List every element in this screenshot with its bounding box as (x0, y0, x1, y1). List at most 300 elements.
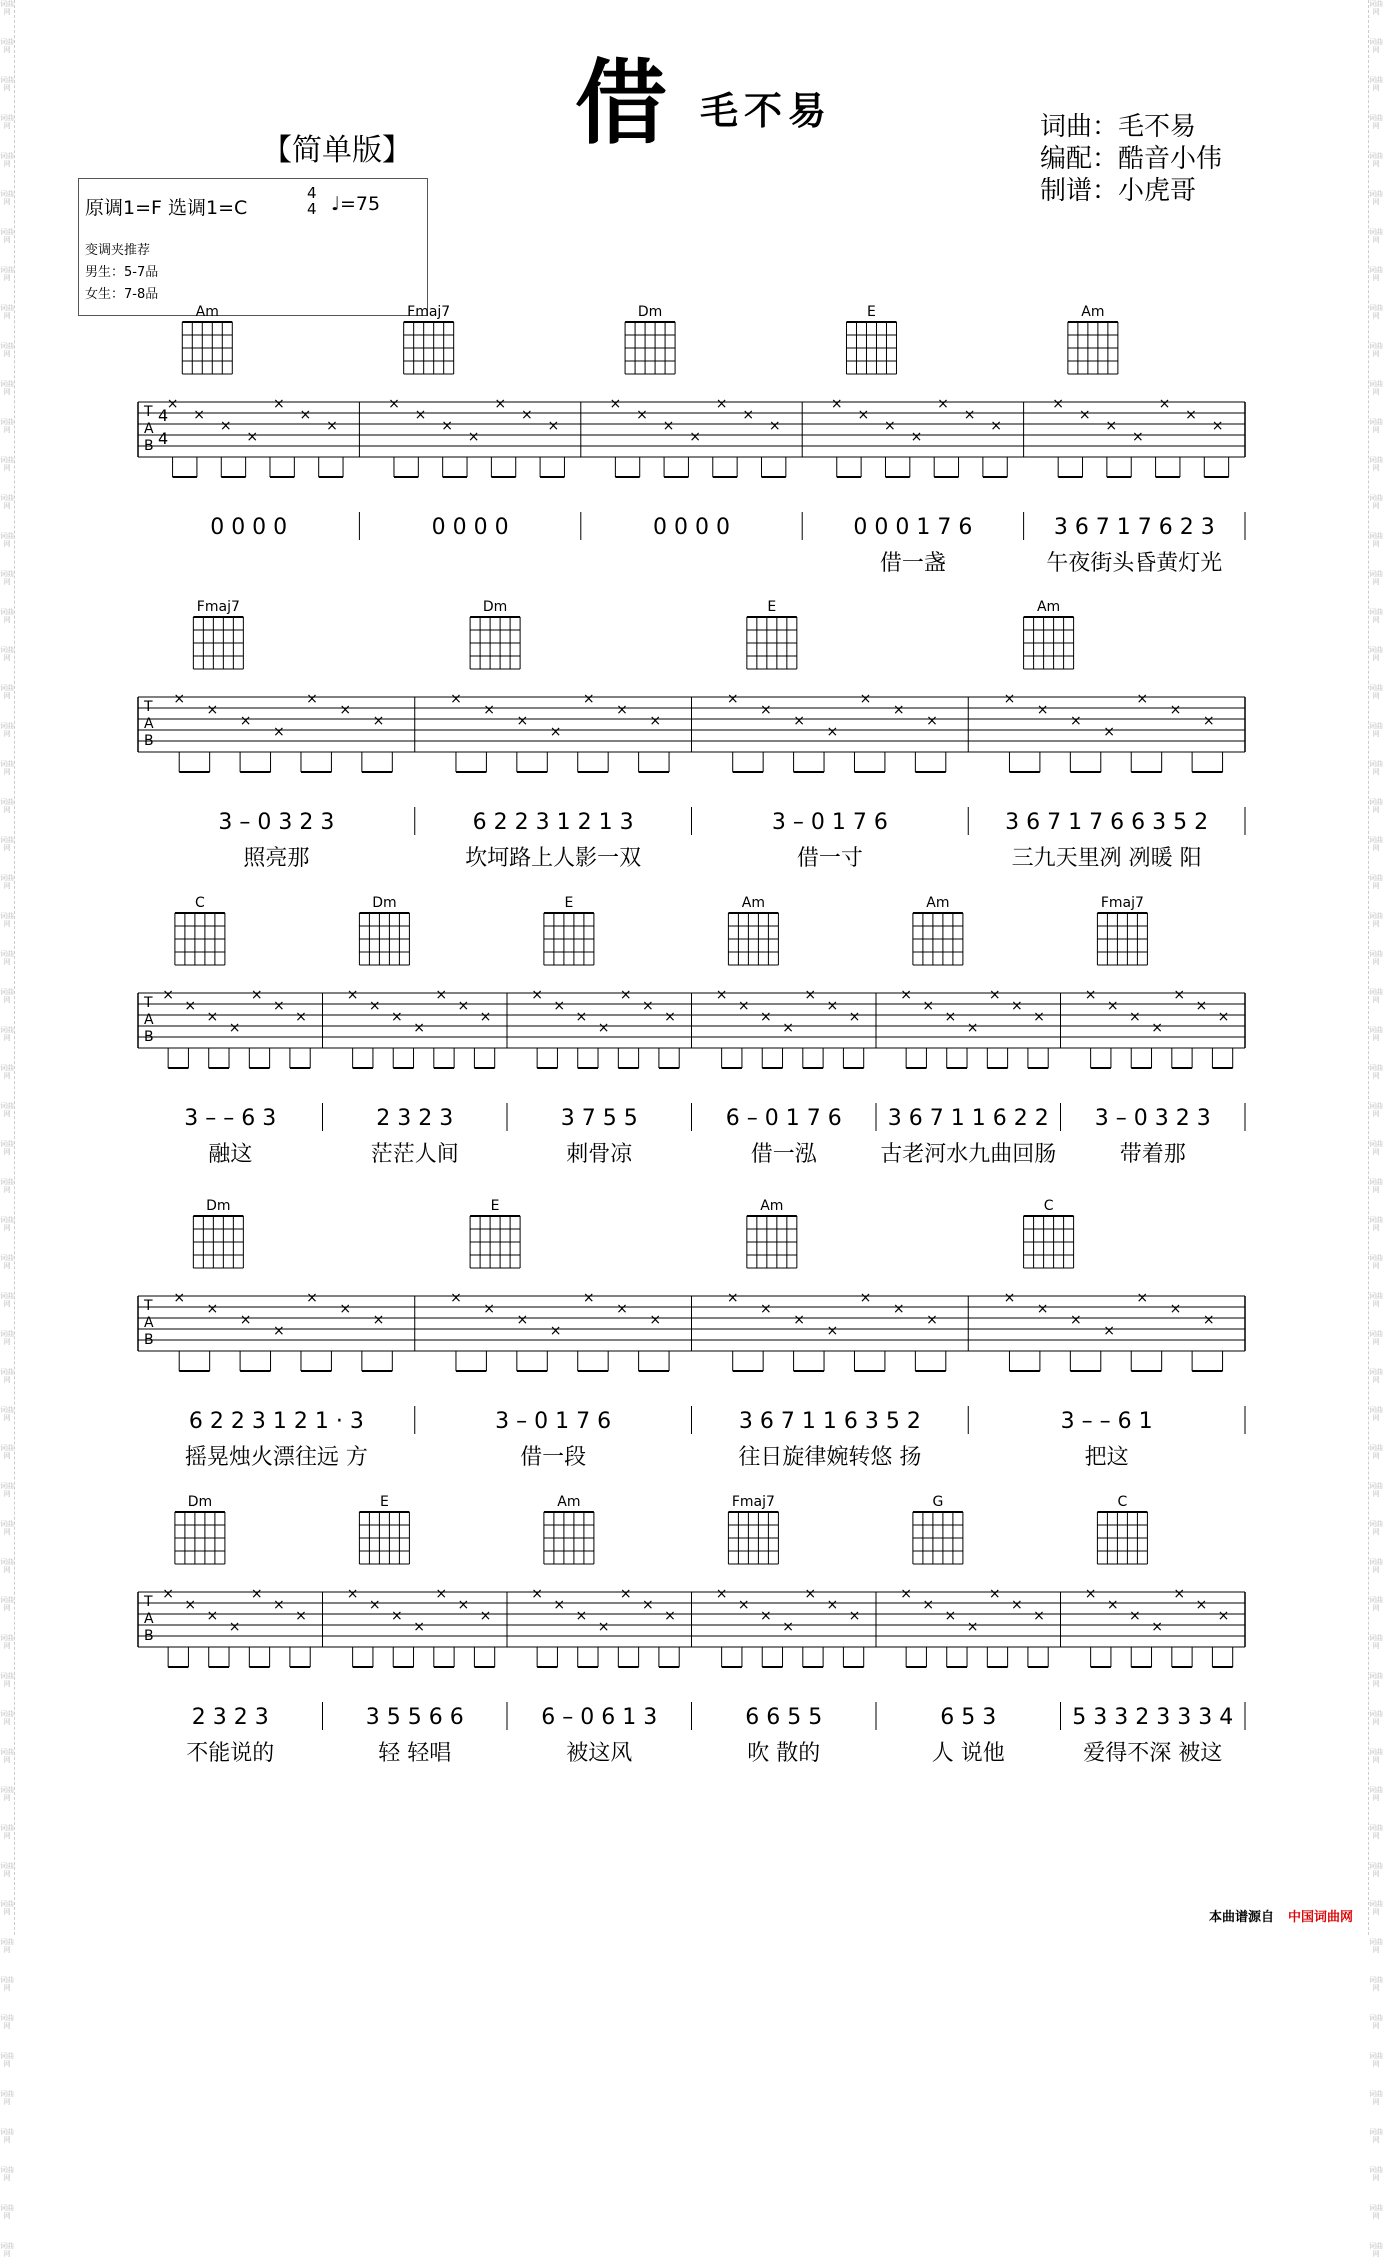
tab-note-x: × (1052, 396, 1065, 412)
tab-note-x: × (619, 987, 632, 1003)
tab-clef-letter: B (144, 733, 154, 749)
chord-name: Fmaj7 (196, 599, 240, 615)
tab-note-x: × (966, 1619, 979, 1635)
tab-note-x: × (1129, 1608, 1141, 1624)
tab-note-x: × (848, 1009, 861, 1025)
numbered-notation: 3 – 0 3 2 3 (1094, 1106, 1211, 1131)
watermark-text: 词曲网 (1369, 1710, 1383, 1726)
watermark-text: 词曲网 (0, 1482, 14, 1498)
watermark-text: 词曲网 (1369, 1938, 1383, 1954)
tab-note-x: × (1173, 987, 1186, 1003)
tab-note-x: × (1103, 1323, 1115, 1339)
tab-note-x: × (966, 1020, 979, 1036)
numbered-notation: 6 2 2 3 1 2 1 · 3 (188, 1409, 364, 1434)
tab-note-x: × (450, 691, 462, 707)
watermark-text: 词曲网 (1369, 646, 1383, 662)
tab-note-x: × (193, 407, 206, 423)
tab-note-x: × (988, 987, 1001, 1003)
numbered-notation: 3 – – 6 1 (1060, 1409, 1153, 1434)
tab-note-x: × (689, 429, 701, 445)
watermark-text: 词曲网 (1369, 1216, 1383, 1232)
time-sig-digit: 4 (158, 406, 169, 425)
watermark-text: 词曲网 (1369, 1406, 1383, 1422)
tab-note-x: × (206, 702, 219, 718)
tab-note-x: × (597, 1020, 610, 1036)
watermark-text: 词曲网 (1369, 228, 1383, 244)
numbered-notation: 0 0 0 0 (210, 515, 288, 540)
tab-note-x: × (1010, 1597, 1023, 1613)
watermark-text: 词曲网 (0, 304, 14, 320)
version-label: 【简单版】 (262, 133, 412, 168)
watermark-text: 词曲网 (0, 1672, 14, 1688)
watermark-text: 词曲网 (1369, 342, 1383, 358)
watermark-text: 词曲网 (1369, 2014, 1383, 2030)
tab-note-x: × (549, 724, 562, 740)
watermark-text: 词曲网 (1369, 494, 1383, 510)
tab-note-x: × (664, 1608, 676, 1624)
chord-name: Dm (187, 1494, 213, 1510)
tab-note-x: × (926, 713, 938, 729)
tab-note-x: × (726, 1290, 739, 1306)
numbered-notation: 3 6 7 1 7 6 2 3 (1053, 515, 1215, 540)
tab-note-x: × (616, 1301, 628, 1317)
numbered-notation: 3 6 7 1 1 6 3 5 2 (738, 1409, 921, 1434)
tab-note-x: × (575, 1009, 588, 1025)
numbered-notation: 2 3 2 3 (376, 1106, 454, 1131)
watermark-text: 词曲网 (0, 1520, 14, 1536)
tab-note-x: × (1003, 691, 1016, 707)
credit-lyricist: 词曲：毛不易 (1040, 112, 1197, 142)
tab-note-x: × (1202, 1312, 1215, 1328)
tab-note-x: × (306, 691, 318, 707)
chord-name: Dm (482, 599, 508, 615)
chord-name: Dm (206, 1198, 231, 1214)
tab-note-x: × (228, 1619, 241, 1635)
tab-note-x: × (1070, 713, 1082, 729)
watermark-text: 词曲网 (0, 2014, 14, 2030)
tab-note-x: × (804, 1586, 817, 1602)
tab-note-x: × (272, 1597, 285, 1613)
tab-clef-letter: A (144, 1012, 154, 1028)
tab-note-x: × (926, 1312, 938, 1328)
tab-note-x: × (988, 1586, 1001, 1602)
tab-note-x: × (346, 1586, 359, 1602)
tab-note-x: × (641, 1597, 654, 1613)
tab-note-x: × (737, 998, 750, 1014)
watermark-text: 词曲网 (0, 1444, 14, 1460)
watermark-text: 词曲网 (0, 532, 14, 548)
tab-note-x: × (715, 396, 728, 412)
tab-note-x: × (1132, 429, 1144, 445)
tab-clef-letter: B (144, 1029, 154, 1045)
watermark-text: 词曲网 (1369, 1368, 1383, 1384)
watermark-text: 词曲网 (0, 874, 14, 890)
watermark-text: 词曲网 (1369, 1862, 1383, 1878)
watermark-text: 词曲网 (1369, 608, 1383, 624)
chord-name: E (767, 599, 777, 615)
numbered-notation: 3 – 0 1 7 6 (771, 810, 888, 835)
tab-note-x: × (250, 987, 263, 1003)
watermark-text: 词曲网 (0, 0, 14, 16)
tab-note-x: × (295, 1009, 307, 1025)
time-signature: 4 4 (307, 184, 317, 218)
watermark-text: 词曲网 (0, 684, 14, 700)
watermark-text: 词曲网 (1369, 2128, 1383, 2144)
tab-note-x: × (1217, 1608, 1230, 1624)
tab-clef-letter: T (144, 995, 153, 1011)
numbered-notation: 3 – 0 3 2 3 (218, 810, 335, 835)
tab-clef-letter: B (144, 1332, 154, 1348)
watermark-text: 词曲网 (1369, 760, 1383, 776)
capo-title: 变调夹推荐 (85, 243, 151, 258)
tab-note-x: × (479, 1608, 492, 1624)
watermark-text: 词曲网 (1369, 1064, 1383, 1080)
watermark-text: 词曲网 (0, 1634, 14, 1650)
chord-name: Am (760, 1198, 784, 1214)
numbered-notation: 6 – 0 6 1 3 (541, 1705, 658, 1730)
tab-note-x: × (857, 407, 870, 423)
lyric-text: 融这 (208, 1142, 253, 1167)
tab-note-x: × (483, 702, 496, 718)
tab-note-x: × (582, 691, 595, 707)
tab-note-x: × (944, 1608, 957, 1624)
watermark-text: 词曲网 (0, 494, 14, 510)
chord-name: E (867, 304, 876, 320)
tab-note-x: × (295, 1608, 307, 1624)
tab-note-x: × (239, 1312, 252, 1328)
watermark-text: 词曲网 (0, 1596, 14, 1612)
watermark-text: 词曲网 (0, 380, 14, 396)
tab-note-x: × (826, 1597, 839, 1613)
numbered-notation: 5 3 3 2 3 3 3 4 (1072, 1705, 1234, 1730)
lyric-text: 照亮那 (243, 846, 310, 871)
tab-note-x: × (1195, 998, 1208, 1014)
watermark-text: 词曲网 (1369, 1558, 1383, 1574)
chord-name: Am (1081, 304, 1105, 320)
tab-note-x: × (619, 1586, 632, 1602)
tab-note-x: × (219, 418, 232, 434)
watermark-text: 词曲网 (1369, 152, 1383, 168)
chord-name: C (1117, 1494, 1128, 1510)
tab-note-x: × (1169, 1301, 1182, 1317)
numbered-notation: 6 6 5 5 (745, 1705, 823, 1730)
watermark-text: 词曲网 (0, 798, 14, 814)
tab-note-x: × (726, 691, 739, 707)
tab-note-x: × (826, 998, 839, 1014)
tab-note-x: × (166, 396, 179, 412)
tab-note-x: × (715, 987, 728, 1003)
watermark-text: 词曲网 (1369, 266, 1383, 282)
tab-note-x: × (1010, 998, 1023, 1014)
tab-note-x: × (742, 407, 755, 423)
watermark-text: 词曲网 (1369, 418, 1383, 434)
tab-note-x: × (900, 987, 913, 1003)
lyric-text: 摇晃烛火漂往远 方 (184, 1445, 368, 1470)
watermark-text: 词曲网 (0, 114, 14, 130)
tab-note-x: × (206, 1009, 219, 1025)
watermark-text: 词曲网 (1369, 1900, 1383, 1916)
tab-note-x: × (391, 1009, 403, 1025)
watermark-text: 词曲网 (0, 190, 14, 206)
tab-note-x: × (760, 1009, 772, 1025)
tab-note-x: × (413, 1619, 425, 1635)
watermark-text: 词曲网 (1369, 0, 1383, 16)
lyric-text: 爱得不深 被这 (1083, 1741, 1223, 1766)
watermark-text: 词曲网 (1369, 1976, 1383, 1992)
watermark-text: 词曲网 (1369, 836, 1383, 852)
tab-note-x: × (173, 691, 186, 707)
tab-note-x: × (760, 1301, 772, 1317)
numbered-notation: 6 – 0 1 7 6 (725, 1106, 842, 1131)
tab-clef-letter: A (144, 1611, 154, 1627)
tab-note-x: × (1036, 702, 1049, 718)
tab-clef-letter: B (144, 438, 154, 454)
watermark-text: 词曲网 (1369, 684, 1383, 700)
tab-note-x: × (272, 396, 285, 412)
watermark-text: 词曲网 (0, 1710, 14, 1726)
watermark-text: 词曲网 (1369, 1444, 1383, 1460)
numbered-notation: 0 0 0 1 7 6 (853, 515, 973, 540)
numbered-notation: 2 3 2 3 (191, 1705, 269, 1730)
watermark-text: 词曲网 (0, 1938, 14, 1954)
tab-note-x: × (246, 429, 259, 445)
tab-note-x: × (768, 418, 781, 434)
tab-note-x: × (1136, 1290, 1149, 1306)
tab-note-x: × (326, 418, 338, 434)
watermark-text: 词曲网 (1369, 456, 1383, 472)
tab-note-x: × (516, 713, 529, 729)
lyric-text: 三九天里冽 冽暖 阳 (1011, 846, 1202, 871)
chord-name: E (379, 1494, 389, 1510)
chord-name: Am (741, 895, 766, 911)
credit-transcriber: 制谱：小虎哥 (1040, 176, 1197, 206)
watermark-text: 词曲网 (0, 608, 14, 624)
tab-note-x: × (597, 1619, 610, 1635)
tab-note-x: × (250, 1586, 263, 1602)
watermark-text: 词曲网 (0, 1254, 14, 1270)
watermark-text: 词曲网 (1369, 380, 1383, 396)
watermark-text: 词曲网 (0, 2204, 14, 2220)
watermark-text: 词曲网 (1369, 2242, 1383, 2258)
watermark-text: 词曲网 (1369, 1102, 1383, 1118)
chord-name: Fmaj7 (407, 304, 451, 320)
tab-note-x: × (1105, 418, 1118, 434)
tab-note-x: × (616, 702, 628, 718)
watermark-text: 词曲网 (1369, 38, 1383, 54)
tab-note-x: × (206, 1301, 219, 1317)
lyric-text: 刺骨凉 (566, 1142, 633, 1167)
watermark-text: 词曲网 (0, 2090, 14, 2106)
tab-note-x: × (793, 1312, 805, 1328)
watermark-text: 词曲网 (0, 722, 14, 738)
tab-note-x: × (1185, 407, 1197, 423)
tab-note-x: × (963, 407, 976, 423)
watermark-text: 词曲网 (1369, 114, 1383, 130)
watermark-text: 词曲网 (0, 38, 14, 54)
tab-note-x: × (531, 1586, 544, 1602)
watermark-text: 词曲网 (1369, 1026, 1383, 1042)
watermark-text: 词曲网 (0, 1140, 14, 1156)
watermark-text: 词曲网 (1369, 2166, 1383, 2182)
tab-note-x: × (649, 713, 662, 729)
tab-note-x: × (272, 998, 285, 1014)
watermark-text: 词曲网 (1369, 190, 1383, 206)
tab-note-x: × (636, 407, 648, 423)
watermark-text: 词曲网 (0, 1368, 14, 1384)
watermark-text: 词曲网 (1369, 1786, 1383, 1802)
tab-note-x: × (922, 1597, 935, 1613)
tab-note-x: × (368, 998, 381, 1014)
tab-note-x: × (1084, 987, 1097, 1003)
tab-clef-letter: A (144, 421, 154, 437)
tab-note-x: × (339, 702, 352, 718)
lyric-text: 茫茫人间 (370, 1142, 459, 1167)
tab-note-x: × (467, 429, 480, 445)
chord-name: Dm (637, 304, 663, 320)
tab-note-x: × (1078, 407, 1091, 423)
tab-note-x: × (339, 1301, 352, 1317)
lyric-text: 午夜街头昏黄灯光 (1046, 551, 1223, 576)
watermark-text: 词曲网 (0, 988, 14, 1004)
watermark-text: 词曲网 (1369, 304, 1383, 320)
lyric-text: 借一盏 (879, 551, 946, 576)
watermark-text: 词曲网 (0, 1900, 14, 1916)
chord-name: Fmaj7 (731, 1494, 775, 1510)
tab-note-x: × (450, 1290, 462, 1306)
tab-note-x: × (1136, 691, 1149, 707)
tab-note-x: × (547, 418, 560, 434)
watermark-text: 词曲网 (0, 1748, 14, 1764)
tab-note-x: × (1151, 1619, 1163, 1635)
lyric-text: 借一寸 (796, 846, 863, 871)
numbered-notation: 3 – 0 1 7 6 (495, 1409, 612, 1434)
tab-clef-letter: A (144, 1315, 154, 1331)
tab-note-x: × (715, 1586, 728, 1602)
tab-note-x: × (830, 396, 843, 412)
tab-note-x: × (1151, 1020, 1163, 1036)
tab-note-x: × (414, 407, 427, 423)
tab-note-x: × (516, 1312, 529, 1328)
numbered-notation: 0 0 0 0 (431, 515, 509, 540)
tab-note-x: × (549, 1323, 562, 1339)
tab-note-x: × (228, 1020, 241, 1036)
watermark-text: 词曲网 (0, 2052, 14, 2068)
tab-note-x: × (793, 713, 805, 729)
tab-note-x: × (299, 407, 312, 423)
watermark-text: 词曲网 (0, 2242, 14, 2258)
watermark-text: 词曲网 (0, 950, 14, 966)
tab-note-x: × (760, 1608, 772, 1624)
tab-note-x: × (1195, 1597, 1208, 1613)
tab-note-x: × (162, 987, 175, 1003)
tab-note-x: × (1158, 396, 1171, 412)
watermark-text: 词曲网 (1369, 1824, 1383, 1840)
watermark-text: 词曲网 (0, 152, 14, 168)
lyric-text: 古老河水九曲回肠 (880, 1142, 1057, 1167)
tab-note-x: × (737, 1597, 750, 1613)
watermark-text: 词曲网 (1369, 912, 1383, 928)
tab-note-x: × (435, 987, 448, 1003)
watermark-text: 词曲网 (0, 760, 14, 776)
watermark-text: 词曲网 (1369, 950, 1383, 966)
watermark-text: 词曲网 (0, 266, 14, 282)
watermark-text: 词曲网 (1369, 1140, 1383, 1156)
watermark-text: 词曲网 (1369, 1482, 1383, 1498)
watermark-text: 词曲网 (0, 1824, 14, 1840)
watermark-text: 词曲网 (0, 912, 14, 928)
tab-note-x: × (1202, 713, 1215, 729)
watermark-text: 词曲网 (1369, 570, 1383, 586)
watermark-text: 词曲网 (1369, 798, 1383, 814)
numbered-notation: 6 5 3 (940, 1705, 997, 1730)
tab-note-x: × (1169, 702, 1182, 718)
watermark-text: 词曲网 (0, 1976, 14, 1992)
chord-name: Fmaj7 (1100, 895, 1144, 911)
numbered-notation: 3 7 5 5 (560, 1106, 638, 1131)
tab-note-x: × (1106, 1597, 1119, 1613)
tab-note-x: × (848, 1608, 861, 1624)
chord-name: Am (926, 895, 950, 911)
tab-note-x: × (206, 1608, 219, 1624)
tab-note-x: × (859, 1290, 872, 1306)
chord-name: C (195, 895, 205, 911)
tab-note-x: × (1070, 1312, 1082, 1328)
tab-note-x: × (1033, 1009, 1045, 1025)
numbered-notation: 3 6 7 1 1 6 2 2 (887, 1106, 1049, 1131)
tab-note-x: × (1211, 418, 1224, 434)
watermark-text: 词曲网 (0, 836, 14, 852)
tab-note-x: × (184, 998, 197, 1014)
tab-clef-letter: T (144, 699, 153, 715)
tab-note-x: × (272, 724, 285, 740)
lyric-text: 轻 轻唱 (378, 1741, 452, 1766)
watermark-text: 词曲网 (0, 1406, 14, 1422)
tab-note-x: × (162, 1586, 175, 1602)
chord-name: G (932, 1494, 944, 1510)
watermark-text: 词曲网 (0, 1178, 14, 1194)
lyric-text: 坎坷路上人影一双 (465, 846, 642, 871)
chord-name: Am (557, 1494, 581, 1510)
tab-note-x: × (575, 1608, 588, 1624)
watermark-text: 词曲网 (1369, 1292, 1383, 1308)
tempo-text: ♩=75 (331, 193, 381, 215)
tab-note-x: × (457, 1597, 470, 1613)
watermark-text: 词曲网 (0, 1292, 14, 1308)
tab-note-x: × (649, 1312, 662, 1328)
watermark-text: 词曲网 (0, 1330, 14, 1346)
lyric-text: 被这风 (566, 1741, 633, 1766)
tab-note-x: × (641, 998, 654, 1014)
chord-name: Dm (372, 895, 397, 911)
tab-note-x: × (1003, 1290, 1016, 1306)
tab-clef-letter: T (144, 404, 153, 420)
watermark-text: 词曲网 (0, 1026, 14, 1042)
watermark-text: 词曲网 (0, 418, 14, 434)
tab-clef-letter: B (144, 1628, 154, 1644)
watermark-text: 词曲网 (1369, 1330, 1383, 1346)
tab-note-x: × (1084, 1586, 1097, 1602)
tab-note-x: × (910, 429, 923, 445)
tab-note-x: × (184, 1597, 197, 1613)
watermark-text: 词曲网 (1369, 1520, 1383, 1536)
tab-note-x: × (388, 396, 400, 412)
chord-name: C (1043, 1198, 1054, 1214)
tab-note-x: × (272, 1323, 285, 1339)
tab-note-x: × (1217, 1009, 1230, 1025)
capo-female: 女生：7-8品 (85, 287, 159, 302)
credit-arranger: 编配：酷音小伟 (1040, 144, 1223, 174)
watermark-text: 词曲网 (0, 1862, 14, 1878)
